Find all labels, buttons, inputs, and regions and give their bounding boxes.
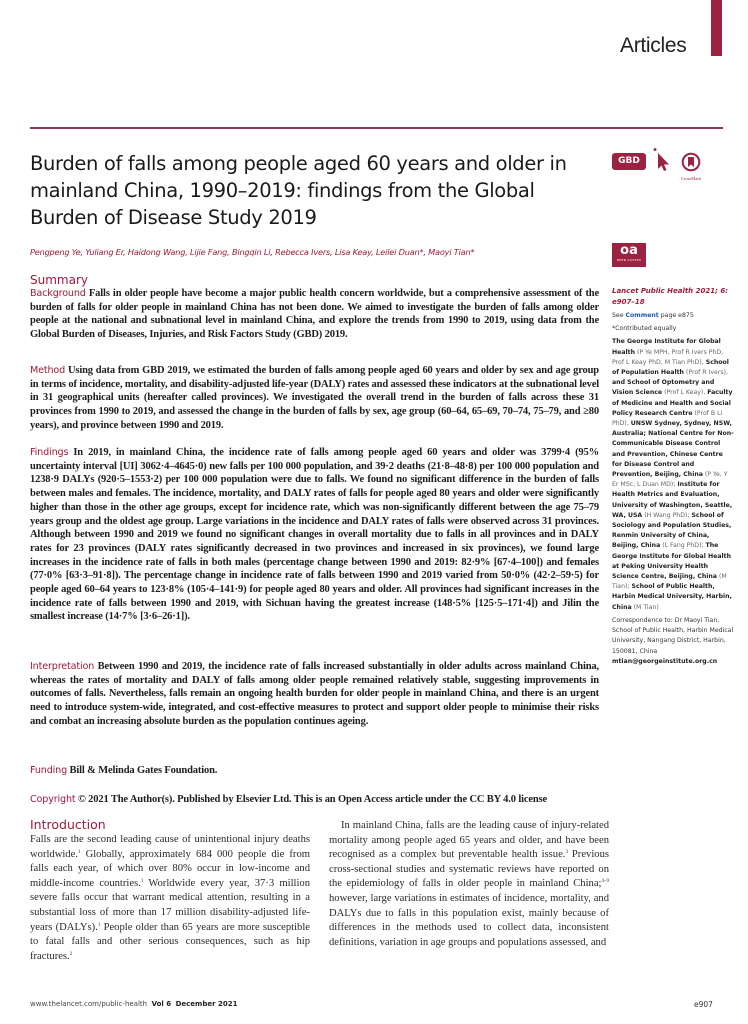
method-label: Method: [30, 365, 66, 376]
crossmark-label: CrossMark: [681, 176, 701, 181]
background-label: Background: [30, 288, 86, 299]
introduction-heading: Introduction: [30, 817, 106, 832]
correspondence: Correspondence to: Dr Maoyi Tian, School of Public Health, Harbin Medical University, Nangang District, Harbin, 150081, China: [612, 616, 734, 655]
section-label: Articles: [620, 34, 687, 57]
summary-interpretation: [30, 660, 599, 729]
cursor-icon: [649, 147, 671, 173]
author-list: Pengpeng Ye, Yuliang Er, Haidong Wang, Lijie Fang, Bingqin Li, Rebecca Ivers, Lisa Keay, Leilei Duan*, Maoyi Tian*: [30, 247, 475, 257]
copyright-label: Copyright: [30, 794, 76, 805]
copyright-text: © 2021 The Author(s). Published by Elsevier Ltd. This is an Open Access article under the CC BY 4.0 license: [78, 794, 548, 805]
affiliation-authors: (M Tian);: [612, 573, 727, 591]
affiliation-authors: (P Ye, Y Er MSc, L Duan MD);: [612, 471, 728, 489]
see-prefix: See: [612, 312, 626, 319]
summary-copyright: [30, 793, 599, 807]
introduction-column-1: [30, 833, 310, 964]
citation-ref[interactable]: 3: [565, 850, 568, 856]
intro-text: People older than 65 years are more susceptible to fatal falls and other serious consequences, such as hip fractures.: [30, 921, 310, 962]
affiliation-authors: (Prof R Ivers),: [683, 369, 728, 377]
affiliations: [612, 337, 734, 612]
affiliation-name: School of Population Health: [612, 358, 729, 377]
intro-text: Globally, approximately 684 000 people die from falls each year, of which over 80% occur in low-income and middle-income countries.: [30, 848, 310, 889]
sidebar: [612, 286, 734, 667]
article-title: Burden of falls among people aged 60 years and older in mainland China, 1990–2019: findings from the Global Burden of Disease Study 2019: [30, 152, 567, 229]
contributed-note: *Contributed equally: [612, 325, 677, 333]
affiliation-name: Institute for Health Metrics and Evaluation, University of Washington, Seattle, WA, USA: [612, 481, 733, 519]
interpretation-label: Interpretation: [30, 661, 95, 672]
correspondence-email[interactable]: mtian@georgeinstitute.org.cn: [612, 657, 718, 665]
badge-row: [612, 150, 722, 180]
affiliation-authors: (H Wang PhD);: [642, 511, 692, 519]
crossmark-button[interactable]: [674, 152, 708, 182]
affiliation-authors: (P Ye MPH, Prof R Ivers PhD, Prof L Keay PhD, M Tian PhD),: [612, 348, 724, 366]
issue-date: December 2021: [175, 1000, 238, 1008]
see-suffix: page e875: [658, 312, 694, 319]
funding-label: Funding: [30, 765, 68, 776]
intro-text: In mainland China, falls are the leading cause of injury-related mortality among people aged 65 years and older, and have been recognised as a complex but preventable health issue.: [329, 820, 609, 861]
affiliation-name: Faculty of Medicine and Health and Social Policy Research Centre: [612, 389, 733, 417]
findings-label: Findings: [30, 447, 69, 458]
citation-ref[interactable]: 1: [97, 922, 101, 928]
journal-citation: Lancet Public Health 2021; 6: e907–18: [612, 287, 728, 306]
see-comment: [612, 311, 734, 321]
journal-color-bar: [711, 0, 722, 56]
summary-background: [30, 287, 599, 342]
oa-logo-subtext: OPEN ACCESS: [616, 258, 642, 262]
affiliation-authors: (M Tian): [631, 603, 659, 611]
affiliation-authors: (L Fang PhD);: [660, 542, 706, 550]
affiliation-authors: (Prof L Keay),: [662, 389, 708, 397]
introduction-column-2: [329, 819, 609, 950]
findings-text: In 2019, in mainland China, the incidence rate of falls among people aged 60 years and older was 3799·4 (95% uncertainty interval [UI] 3062·4–4645·0) new falls per 100 000 population, and 39·2 deaths (21·8–48·8) per 100 000 population and 1238·9 DALYs (920·5–1553·2) per 100 000 population were due to falls. We found no significant difference in the burden of falls between males and females. The incidence, mortality, and DALY rates of falls for people aged 80 years and older were significantly higher than those in the other age groups, except for incidence rate, which was non-significantly different between the age 75–79 years group and the oldest age group. Large variations in the incidence and DALY rates of falls were observed across 31 provinces. Although between 1990 and 2019 we found no significant changes in overall mortality due to falls in all provinces and in DALY rates for 23 provinces (DALY rates significantly decreased in two provinces and increased in six provinces), we found large increases in the incidence rate of falls in both males (percentage change between 1990 and 2019: 82·9% [67·4–100]) and females (77·0% [63·3–91·8]). The percentage change in incidence rate of falls between 1990 and 2019 varied from 50·0% (42·2–59·5) for people aged 60–64 years to 123·8% (105·4–141·9) for people aged 80 years and older. All provinces had significant increases in the incidence rate of falls between 1990 and 2019, with Sichuan having the greatest increase (148·5% [125·5–171·4]) and Jilin the smallest increase (14·7% [3·6–26·1]).: [30, 447, 599, 623]
summary-method: [30, 364, 599, 433]
summary-findings: [30, 446, 599, 624]
summary-funding: [30, 764, 599, 778]
gbd-badge[interactable]: GBD: [612, 153, 646, 170]
page-number: e907: [694, 1000, 713, 1009]
open-access-badge: [612, 243, 646, 267]
affiliation-name: UNSW Sydney, Sydney, NSW, Australia; National Centre for Non-Communicable Disease Control and Prevention, Chinese Centre for Disease Control and Prevention, Beijing, China: [612, 420, 734, 479]
citation-ref[interactable]: 1: [77, 849, 81, 855]
affiliation-name: The George Institute for Global Health: [612, 338, 721, 356]
citation-ref[interactable]: 4–9: [601, 879, 609, 885]
funding-text: Bill & Melinda Gates Foundation.: [69, 765, 218, 776]
citation-ref[interactable]: 1: [140, 878, 144, 884]
intro-text: Worldwide every year, 37·3 million severe falls occur that warrant medical attention, resulting in a substantial loss of more than 17 million disability-adjusted life-years (DALYs).: [30, 877, 310, 933]
citation-ref[interactable]: 2: [69, 951, 73, 957]
comment-link[interactable]: Comment: [625, 312, 659, 319]
affiliation-name: School of Public Health, Harbin Medical University, Harbin, China: [612, 583, 732, 611]
intro-text: Falls are the second leading cause of unintentional injury deaths worldwide.: [30, 834, 310, 860]
intro-text: however, large variations in estimates of incidence, mortality, and DALYs due to falls in this population exist, mainly because of differences in the methods used to collect data, inconsistent definitions, variation in age groups and populations assessed, and: [329, 892, 609, 948]
header-divider: [30, 127, 723, 129]
method-text: Using data from GBD 2019, we estimated the burden of falls among people aged 60 years and older by sex and age group in terms of incidence, mortality, and disability-adjusted life-year (DALY) rates and assessed these indicators at the subnational level in 31 geographical units (hereafter called provinces). We investigated the overall trend in the burden of falls across these 31 provinces from 1990 to 2019, and assessed the change in the burden of falls by sex, age group (60–64, 65–69, 70–74, 75–79, and ≥80 years), and province between 1990 and 2019.: [30, 365, 599, 431]
crossmark-icon: [681, 152, 701, 172]
affiliation-name: The George Institute for Global Health at Peking University Health Science Centre, Beijing, China: [612, 542, 732, 581]
summary-heading: Summary: [30, 273, 88, 287]
footer-journal-info: [30, 1000, 237, 1008]
intro-text: Previous cross-sectional studies and systematic reviews have reported on the epidemiology of falls in older people in mainland China;: [329, 849, 609, 890]
oa-logo-text: oa: [620, 243, 638, 258]
background-text: Falls in older people have become a major public health concern worldwide, but a comprehensive assessment of the burden of falls for older people in mainland China has not been done. We aimed to investigate the burden of falls among older people at the national and subnational level in mainland China, and explore the trends from 1990 to 2019, using data from the Global Burden of Diseases, Injuries, and Risk Factors Study (GBD) 2019.: [30, 288, 599, 341]
affiliation-name: and School of Optometry and Vision Science: [612, 379, 715, 397]
journal-url[interactable]: www.thelancet.com/public-health: [30, 1000, 148, 1008]
affiliation-name: School of Sociology and Population Studies, Renmin University of China, Beijing, China: [612, 511, 732, 550]
volume: Vol 6: [151, 1000, 172, 1008]
interpretation-text: Between 1990 and 2019, the incidence rate of falls increased substantially in older adults across mainland China, whereas the rates of mortality and DALY of falls among older people remained relatively stable, suggesting improvements in outcomes of falls. Nevertheless, falls remain an ongoing health burden for older people in mainland China, and there is an urgent need to introduce system-wide, integrated, and cost-effective measures to protect and support older people to minimise their risks and combat an increasing absolute burden as the population continues ageing.: [30, 661, 599, 727]
affiliation-authors: (Prof B Li PhD),: [612, 409, 723, 428]
